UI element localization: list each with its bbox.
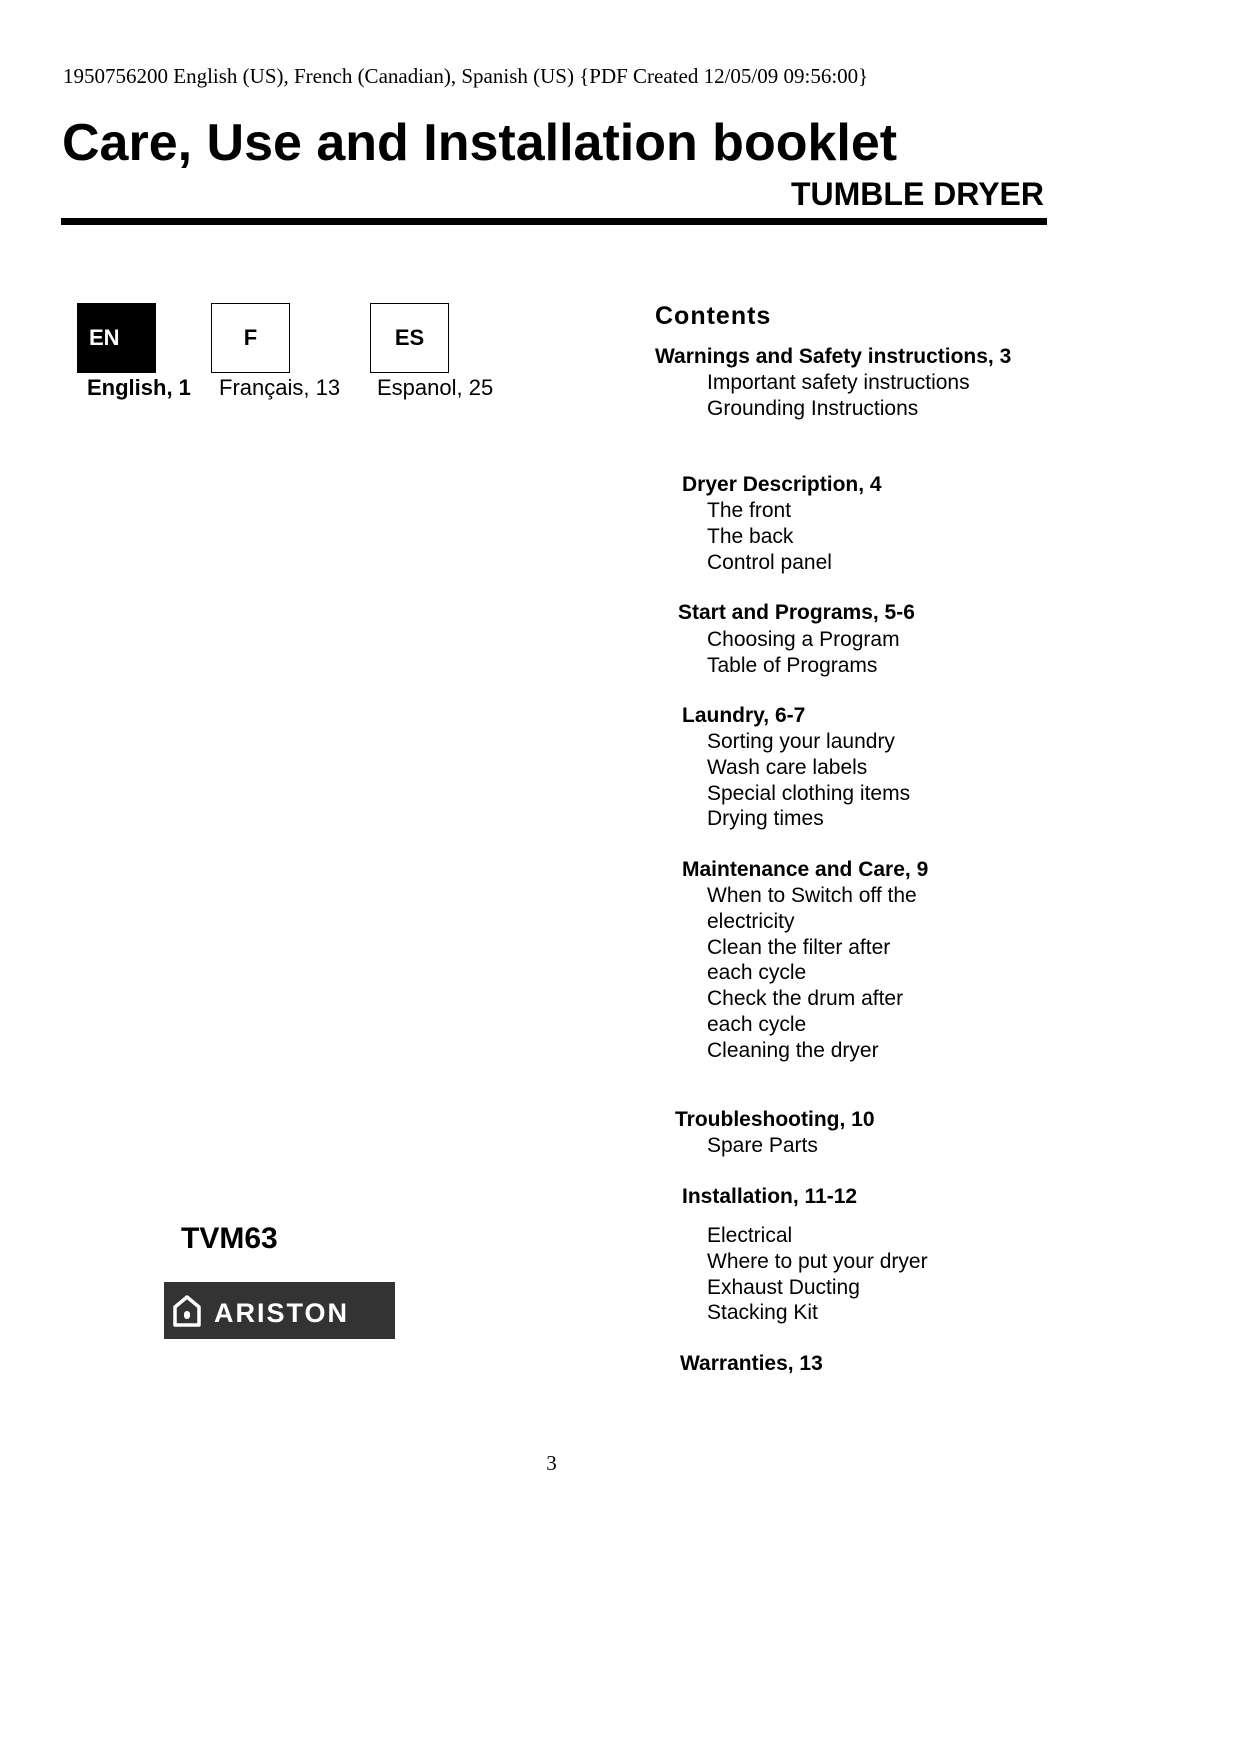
toc-section-heading: Dryer Description, 4	[682, 473, 882, 496]
brand-logo	[164, 1282, 395, 1339]
toc-section-items	[707, 498, 832, 575]
toc-section-heading: Warranties, 13	[680, 1352, 823, 1375]
document-meta-line: 1950756200 English (US), French (Canadian), Spanish (US) {PDF Created 12/05/09 09:56:00}	[63, 64, 869, 88]
toc-item: each cycle	[707, 961, 807, 985]
toc-item: Control panel	[707, 550, 832, 574]
toc-item: The back	[707, 524, 794, 548]
model-number: TVM63	[181, 1222, 278, 1255]
toc-item: Clean the filter after	[707, 935, 891, 959]
language-box-en[interactable]: EN	[77, 303, 156, 373]
language-box-f[interactable]: F	[211, 303, 290, 373]
toc-item: Check the drum after	[707, 987, 904, 1011]
contents-heading: Contents	[655, 302, 772, 330]
toc-section-items	[707, 1133, 818, 1159]
toc-section-items	[707, 627, 900, 679]
toc-item: Wash care labels	[707, 755, 868, 779]
brand-name: ARISTON	[214, 1298, 350, 1328]
toc-item: electricity	[707, 909, 795, 933]
toc-section-items	[707, 729, 910, 832]
toc-section-items	[707, 370, 970, 422]
toc-section-items	[707, 883, 917, 1064]
toc-item: Table of Programs	[707, 653, 878, 677]
toc-item: Cleaning the dryer	[707, 1038, 879, 1062]
toc-item: The front	[707, 499, 792, 522]
page-title: Care, Use and Installation booklet	[62, 114, 898, 172]
toc-item: Exhaust Ducting	[707, 1275, 860, 1299]
toc-item: Stacking Kit	[707, 1301, 818, 1325]
language-label-f: Français, 13	[219, 375, 341, 400]
toc-section-heading: Installation, 11-12	[682, 1185, 858, 1208]
page-number: 3	[546, 1451, 557, 1475]
toc-item: Drying times	[707, 807, 824, 831]
toc-item: Spare Parts	[707, 1134, 818, 1157]
language-label-es: Espanol, 25	[377, 375, 494, 400]
toc-item: each cycle	[707, 1012, 807, 1036]
language-label-en: English, 1	[87, 375, 191, 400]
product-type-subtitle: TUMBLE DRYER	[790, 176, 1044, 212]
toc-section-items	[707, 1223, 928, 1326]
toc-section-heading: Laundry, 6-7	[682, 704, 806, 727]
toc-section-heading: Warnings and Safety instructions, 3	[655, 345, 1012, 368]
language-box-es[interactable]: ES	[370, 303, 449, 373]
toc-item: Important safety instructions	[707, 371, 970, 394]
toc-section-heading: Start and Programs, 5-6	[678, 601, 915, 624]
toc-section-heading: Troubleshooting, 10	[675, 1108, 875, 1131]
toc-section-heading: Maintenance and Care, 9	[682, 858, 929, 881]
toc-item: Special clothing items	[707, 781, 911, 805]
toc-item: Grounding Instructions	[707, 396, 919, 420]
toc-item: Where to put your dryer	[707, 1249, 928, 1273]
toc-item: Electrical	[707, 1224, 793, 1247]
toc-item: Choosing a Program	[707, 628, 900, 651]
title-divider	[61, 218, 1047, 225]
toc-item: When to Switch off the	[707, 884, 917, 907]
house-icon	[172, 1294, 202, 1328]
toc-item: Sorting your laundry	[707, 730, 895, 753]
